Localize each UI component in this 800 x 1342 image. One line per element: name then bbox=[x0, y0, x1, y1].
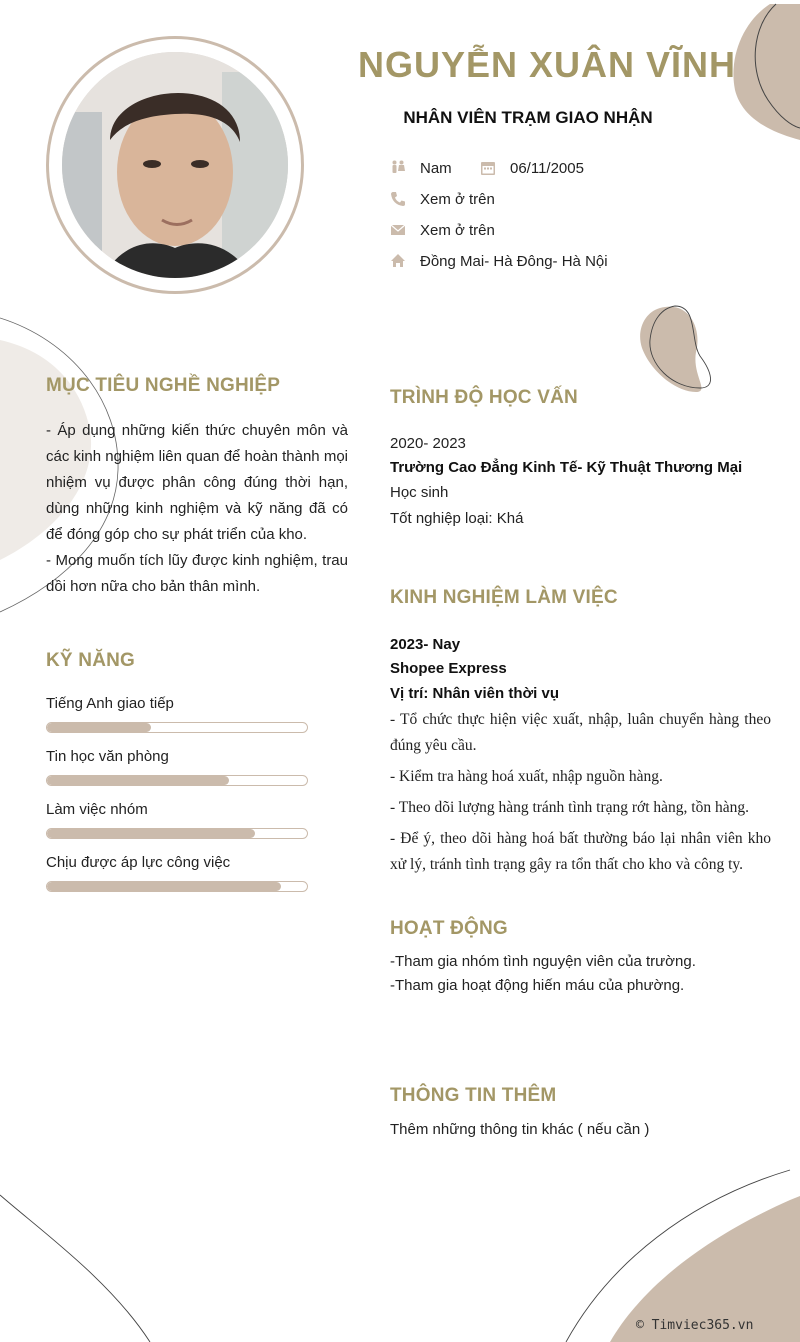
footer-watermark: © Timviec365.vn bbox=[636, 1318, 754, 1333]
experience-duty: - Kiểm tra hàng hoá xuất, nhập nguồn hàng. bbox=[390, 768, 663, 785]
phone-icon bbox=[390, 191, 406, 207]
education-grade: Tốt nghiệp loại: Khá bbox=[390, 510, 524, 527]
skill-label: Tiếng Anh giao tiếp bbox=[46, 695, 174, 712]
skill-bar-fill bbox=[47, 829, 255, 838]
experience-position: Vị trí: Nhân viên thời vụ bbox=[390, 685, 560, 702]
job-title: NHÂN VIÊN TRẠM GIAO NHẬN bbox=[403, 108, 653, 127]
skill-bar bbox=[46, 828, 308, 839]
address-row bbox=[390, 250, 608, 272]
education-period: 2020- 2023 bbox=[390, 435, 466, 452]
skills-title: KỸ NĂNG bbox=[46, 650, 136, 671]
candidate-name: NGUYỄN XUÂN VĨNH bbox=[357, 44, 737, 85]
skill-bar bbox=[46, 881, 308, 892]
address-value: Đồng Mai- Hà Đông- Hà Nội bbox=[420, 252, 608, 270]
skill-bar-fill bbox=[47, 723, 151, 732]
objective-paragraph-1: - Áp dụng những kiến thức chuyên môn và các kinh nghiệm liên quan để hoàn thành mọi nhiệm vụ được phân công đúng thời hạn, dùng những kinh nghiệm và kỹ năng đã có để đóng góp cho sự phát triển của kho. bbox=[46, 422, 348, 543]
home-icon bbox=[390, 253, 406, 269]
email-value: Xem ở trên bbox=[420, 221, 495, 239]
skill-bar bbox=[46, 775, 308, 786]
gender-row bbox=[390, 157, 452, 179]
gender-icon bbox=[390, 160, 406, 176]
email-row bbox=[390, 219, 495, 241]
mail-icon bbox=[390, 222, 406, 238]
education-school: Trường Cao Đẳng Kinh Tế- Kỹ Thuật Thương Mại bbox=[390, 459, 743, 476]
birthday-value: 06/11/2005 bbox=[510, 159, 584, 177]
bottom-left-curve bbox=[0, 1195, 150, 1342]
birthday-row bbox=[480, 157, 584, 179]
education-role: Học sinh bbox=[390, 484, 449, 501]
experience-title: KINH NGHIỆM LÀM VIỆC bbox=[390, 587, 618, 608]
experience-duty: - Theo dõi lượng hàng tránh tình trạng rớt hàng, tồn hàng. bbox=[390, 799, 749, 816]
skill-bar-fill bbox=[47, 776, 229, 785]
activity-item: -Tham gia hoạt động hiến máu của phường. bbox=[390, 977, 685, 994]
skill-bar bbox=[46, 722, 308, 733]
experience-company: Shopee Express bbox=[390, 660, 507, 677]
extra-title: THÔNG TIN THÊM bbox=[390, 1085, 557, 1106]
skill-label: Làm việc nhóm bbox=[46, 801, 148, 818]
skill-label: Tin học văn phòng bbox=[46, 748, 169, 765]
objective-title: MỤC TIÊU NGHỀ NGHIỆP bbox=[46, 375, 281, 396]
experience-period: 2023- Nay bbox=[390, 636, 461, 653]
activity-item: -Tham gia nhóm tình nguyện viên của trường. bbox=[390, 953, 696, 970]
experience-duty: - Để ý, theo dõi hàng hoá bất thường báo lại nhân viên kho xử lý, tránh tình trạng gây ra tổn thất cho kho và công ty. bbox=[390, 830, 771, 873]
phone-row bbox=[390, 188, 495, 210]
gender-value: Nam bbox=[420, 159, 452, 177]
phone-value: Xem ở trên bbox=[420, 190, 495, 208]
skill-label: Chịu được áp lực công việc bbox=[46, 854, 231, 871]
activities-title: HOẠT ĐỘNG bbox=[390, 918, 508, 939]
profile-photo bbox=[62, 52, 288, 278]
objective-paragraph-2: - Mong muốn tích lũy được kinh nghiệm, trau dồi hơn nữa cho bản thân mình. bbox=[46, 552, 348, 595]
experience-duty: - Tổ chức thực hiện việc xuất, nhập, luân chuyển hàng theo đúng yêu cầu. bbox=[390, 711, 771, 754]
calendar-icon bbox=[480, 160, 496, 176]
extra-text: Thêm những thông tin khác ( nếu cần ) bbox=[390, 1121, 650, 1138]
skill-bar-fill bbox=[47, 882, 281, 891]
education-title: TRÌNH ĐỘ HỌC VẤN bbox=[390, 387, 578, 408]
